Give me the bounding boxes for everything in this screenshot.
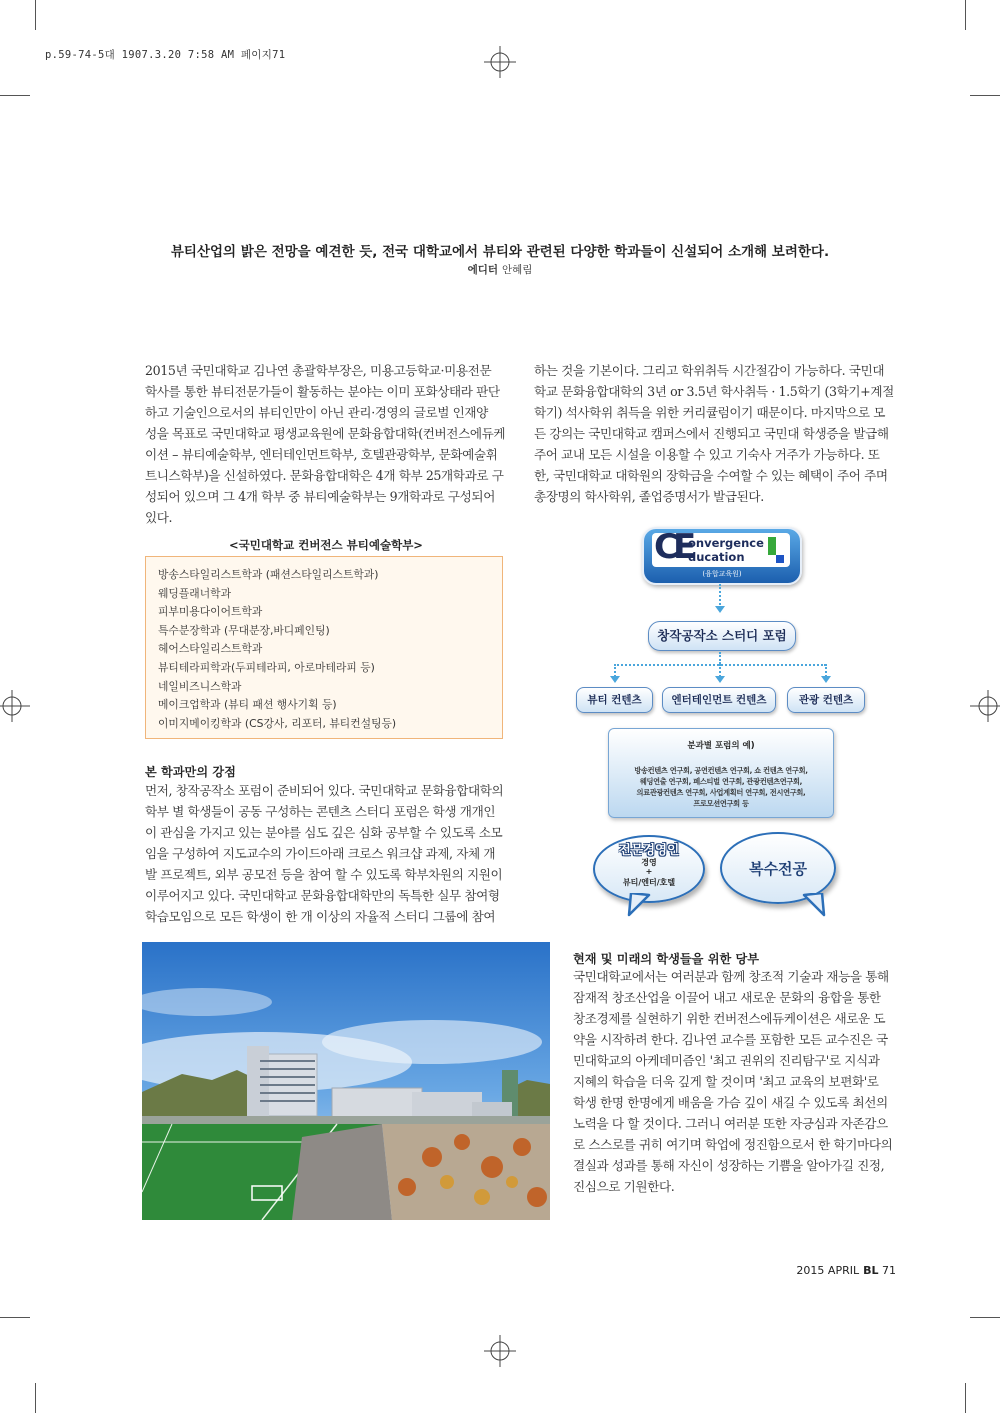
- text-line: 이 관심을 가지고 있는 분야를 심도 깊은 심화 공부할 수 있도록 소모: [145, 825, 503, 840]
- text-line: 민대학교의 아케데미즘인 '최고 권위의 진리탐구'로 지식과: [573, 1053, 880, 1068]
- ce-word-bottom: ducation: [688, 550, 745, 564]
- campus-photo: [142, 942, 550, 1220]
- folio-page-number: 71: [882, 1264, 896, 1277]
- crop-mark: [0, 95, 30, 96]
- text-line: 2015년 국민대학교 김나연 총괄학부장은, 미용고등학교·미용전문: [145, 363, 492, 378]
- text-line: 한, 국민대학교 대학원의 장학금을 수여할 수 있는 혜택이 주어 주며: [534, 468, 888, 483]
- text-line: 결실과 성과를 통해 자신이 성장하는 기쁨을 알아가길 진정,: [573, 1158, 885, 1173]
- editor-credit: [0, 262, 1000, 277]
- text-line: 발 프로젝트, 외부 공모전 등을 참여 할 수 있도록 학부차원의 지원이: [145, 867, 503, 882]
- crop-mark: [0, 1317, 30, 1318]
- bubble-tail-left: [627, 893, 657, 917]
- folio-issue: 2015 APRIL: [796, 1264, 860, 1277]
- panel-title: 분과별 포럼의 예): [687, 741, 755, 751]
- panel-line: 프로모션연구회 등: [693, 799, 749, 808]
- text-line: 하고 기술인으로서의 뷰티인만이 아닌 관리·경영의 글로벌 인재양: [145, 405, 488, 420]
- text-line: 학생 한명 한명에게 배움을 가슴 깊이 새길 수 있도록 최선의: [573, 1095, 888, 1110]
- connector-arrow: [715, 676, 725, 683]
- forum-box: [648, 621, 796, 651]
- text-line: 학습모임으로 모든 학생이 한 개 이상의 자율적 스터디 그룹에 참여: [145, 909, 496, 924]
- connector-arrow: [715, 606, 725, 613]
- editor-name: 안혜림: [502, 264, 533, 276]
- dept-item: 메이크업학과 (뷰티 패션 행사기획 등): [158, 698, 337, 712]
- dept-item: 뷰티테라피학과(두피테라피, 아로마테라피 등): [158, 660, 375, 674]
- bubble-left-line: 뷰티/엔터/호텔: [622, 878, 676, 887]
- convergence-education-logo: [642, 527, 802, 585]
- text-line: 하는 것을 기본이다. 그리고 학위취득 시간절감이 가능하다. 국민대: [534, 363, 885, 378]
- ce-subtitle: (융합교육원): [702, 570, 742, 578]
- bubble-left-title: 전문경영인: [618, 842, 680, 857]
- print-slug: p.59-74-5대 1907.3.20 7:58 AM 페이지71: [45, 49, 286, 61]
- crop-mark: [35, 0, 36, 30]
- connector-arrow: [610, 676, 620, 683]
- crop-mark: [35, 1383, 36, 1413]
- folio-magazine: BL: [863, 1264, 879, 1277]
- text-line: 학기) 석사학위 취득을 위한 커리큘럼이기 때문이다. 마지막으로 모: [534, 405, 886, 420]
- forum-label: 창작공작소 스터디 포럼: [657, 628, 787, 643]
- text-line: 이루어지고 있다. 국민대학교 문화융합대학만의 독특한 실무 참여형: [145, 888, 500, 903]
- campus-photo-illustration: [142, 942, 550, 1220]
- intro-left-paragraph: [145, 360, 507, 528]
- ce-monogram: CE: [654, 527, 691, 567]
- text-line: 학사를 통한 뷰티전문가들이 활동하는 분야는 이미 포화상태라 판단: [145, 384, 500, 399]
- text-line: 창조경제를 실현하기 위한 컨버전스에듀케이션은 새로운 도: [573, 1011, 886, 1026]
- text-line: 먼저, 창작공작소 포럼이 준비되어 있다. 국민대학교 문화융합대학의: [145, 783, 504, 798]
- registration-mark-right: [968, 690, 1000, 722]
- content-label: 엔터테인먼트 컨텐츠: [671, 694, 767, 706]
- dept-list-box: [145, 556, 503, 739]
- dept-item: 특수분장학과 (무대분장,바디페인팅): [158, 623, 330, 637]
- text-line: 로 스스로를 귀히 여기며 학업에 정진함으로서 한 학기마다의: [573, 1137, 893, 1152]
- content-box-beauty: [576, 687, 653, 713]
- registration-mark-bottom: [484, 1335, 516, 1367]
- section-strengths-title: 본 학과만의 강점: [145, 765, 236, 779]
- text-line: 트니스학부)을 신설하였다. 문화융합대학은 4개 학부 25개학과로 구: [145, 468, 504, 483]
- dept-box-title: <국민대학교 컨버전스 뷰티예술학부>: [229, 538, 423, 552]
- dept-item: 이미지메이킹학과 (CS강사, 리포터, 뷰티컨설팅등): [158, 716, 397, 730]
- intro-right-paragraph: [534, 360, 896, 507]
- crop-mark: [970, 95, 1000, 96]
- ce-blue-block: [776, 555, 784, 563]
- panel-line: 방송컨텐츠 연구회, 공연컨텐츠 연구회, 쇼 컨텐츠 연구회,: [634, 766, 808, 775]
- panel-line: 의료관광컨텐츠 연구회, 사업계획터 연구회, 전시연구회,: [636, 788, 806, 797]
- bubble-left-line: 경영: [641, 858, 657, 867]
- text-line: 잠재적 창조산업을 이끌어 내고 새로운 문화의 융합을 통한: [573, 990, 881, 1005]
- content-label: 뷰티 컨텐츠: [587, 694, 642, 706]
- section-message-title: 현재 및 미래의 학생들을 위한 당부: [573, 952, 760, 966]
- text-line: 학부 별 학생들이 공동 구성하는 콘텐츠 스터디 포럼은 학생 개개인: [145, 804, 496, 819]
- content-box-entertainment: [662, 687, 776, 713]
- text-line: 이션 – 뷰티예술학부, 엔터테인먼트학부, 호텔관광학부, 문화예술휘: [145, 447, 498, 462]
- text-line: 노력을 다 할 것이다. 그러니 여러분 또한 자긍심과 자존감으: [573, 1116, 888, 1131]
- text-line: 학교 문화융합대학의 3년 or 3.5년 학사취득 · 1.5학기 (3학기+계절: [534, 384, 894, 399]
- connector-arrow: [821, 676, 831, 683]
- lede: 뷰티산업의 밝은 전망을 예견한 듯, 전국 대학교에서 뷰티와 관련된 다양한 학과들이 신설되어 소개해 보려한다.: [170, 244, 830, 260]
- bubble-tail-right: [800, 893, 830, 917]
- dept-item: 헤어스타일리스트학과: [158, 642, 263, 656]
- crop-mark: [965, 0, 966, 30]
- dept-item: 피부미용다이어트학과: [158, 605, 263, 619]
- text-line: 있다.: [145, 510, 173, 525]
- crop-mark: [965, 1383, 966, 1413]
- content-label: 관광 컨텐츠: [798, 694, 854, 706]
- bubble-right-label: 복수전공: [749, 860, 807, 878]
- panel-line: 웨딩연출 연구회, 페스티벌 연구회, 관광컨텐츠연구회,: [639, 777, 803, 786]
- dept-item: 네일비즈니스학과: [158, 679, 242, 693]
- text-line: 국민대학교에서는 여러분과 함께 창조적 기술과 재능을 통해: [573, 969, 889, 984]
- text-line: 임을 구성하여 지도교수의 가이드아래 크로스 워크샵 과제, 자체 개: [145, 846, 496, 861]
- ce-green-block: [768, 537, 776, 555]
- forum-examples-panel: [608, 728, 834, 818]
- editor-label: 에디터: [467, 264, 498, 276]
- registration-mark-left: [0, 690, 32, 722]
- text-line: 지혜의 학습을 더욱 깊게 할 것이며 '최고 교육의 보편화'로: [573, 1074, 879, 1089]
- section-strengths-body: [145, 780, 507, 927]
- content-box-tourism: [787, 687, 865, 713]
- bubble-left-line: +: [645, 867, 653, 876]
- connector-line: [719, 584, 721, 608]
- text-line: 약을 시작하려 한다. 김나연 교수를 포함한 모든 교수진은 국: [573, 1032, 888, 1047]
- dept-item: 방송스타일리스트학과 (패션스타일리스트학과): [158, 568, 379, 581]
- section-message-body: [573, 966, 898, 1197]
- dept-item: 웨딩플래너학과: [158, 586, 232, 600]
- ce-logo-plate: [652, 527, 790, 567]
- crop-mark: [970, 1317, 1000, 1318]
- text-line: 진심으로 기원한다.: [573, 1179, 675, 1194]
- text-line: 든 강의는 국민대학교 캠퍼스에서 진행되고 국민대 학생증을 발급해: [534, 426, 889, 441]
- text-line: 총장명의 학사학위, 졸업증명서가 발급된다.: [534, 489, 764, 504]
- text-line: 성되어 있으며 그 4개 학부 중 뷰티예술학부는 9개학과로 구성되어: [145, 489, 495, 504]
- text-line: 주어 교내 모든 시설을 이용할 수 있고 기숙사 거주가 가능하다. 또: [534, 447, 880, 462]
- connector-line: [719, 652, 721, 664]
- text-line: 성을 목표로 국민대학교 평생교육원에 문화융합대학(컨버전스에듀케: [145, 426, 506, 441]
- ce-word-top: onvergence: [688, 536, 764, 550]
- page-folio: [796, 1264, 896, 1277]
- registration-mark-top: [484, 46, 516, 78]
